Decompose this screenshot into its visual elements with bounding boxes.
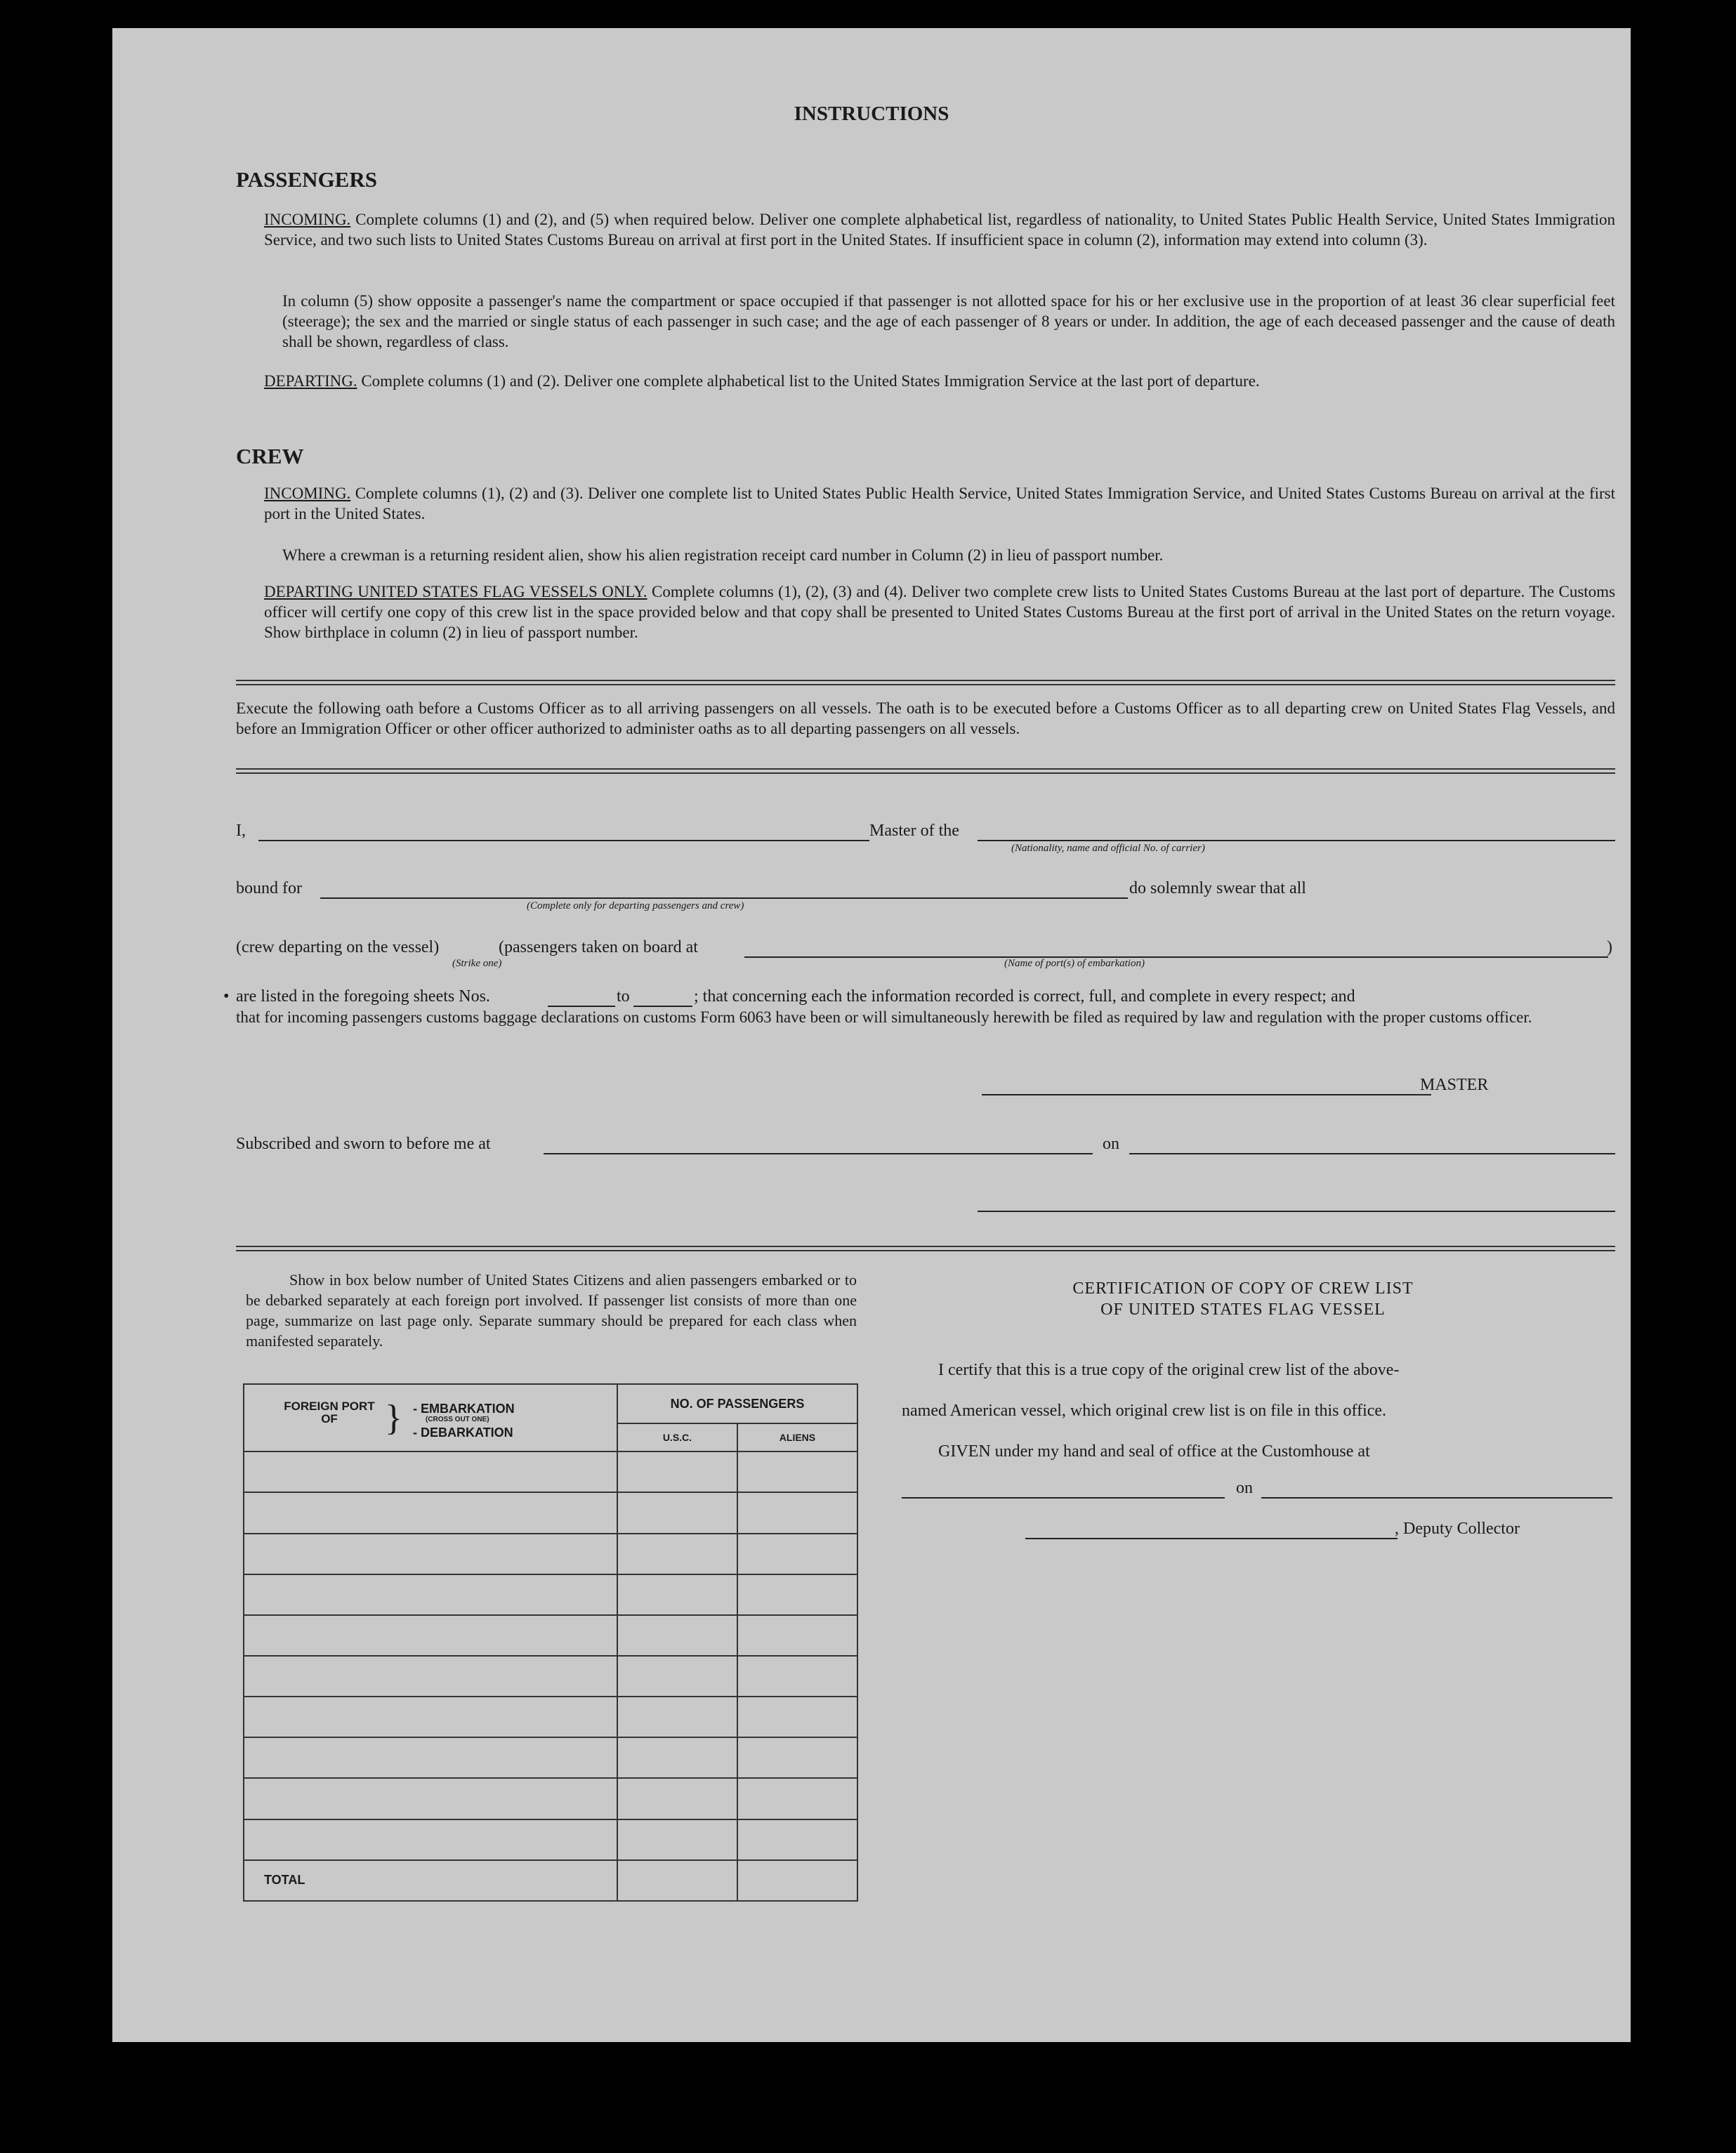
- usc-cell[interactable]: [617, 1656, 737, 1697]
- cert-date-field[interactable]: [1261, 1497, 1612, 1499]
- page-title: INSTRUCTIONS: [794, 103, 949, 125]
- master-signature-field[interactable]: [982, 1094, 1431, 1095]
- crew-departing-label: DEPARTING UNITED STATES FLAG VESSELS ONLY.: [264, 583, 647, 600]
- port-header-cell: [244, 1384, 617, 1451]
- debarkation-label: - DEBARKATION: [413, 1426, 513, 1440]
- carrier-caption: (Nationality, name and official No. of carrier): [1011, 843, 1205, 854]
- form-sheet: [112, 28, 1631, 2042]
- deputy-label: , Deputy Collector: [1395, 1520, 1520, 1538]
- listed-to: to: [617, 987, 630, 1006]
- crew-departing-option: (crew departing on the vessel): [236, 938, 440, 956]
- bound-for-label: bound for: [236, 879, 302, 897]
- passengers-column5-text: In column (5) show opposite a passenger's name the compartment or space occupied if that passenger is not allotted space for his or her exclusive use in the proportion of at least 36 clear superficial feet (steerage); the sex and the married or single status of each passenger in such case; and the age of each passenger of 8 years or under. In addition, the age of each deceased passenger and the cause of death shall be shown, regardless of class.: [282, 292, 1615, 350]
- aliens-cell[interactable]: [737, 1534, 857, 1574]
- certify-line-2: named American vessel, which original crew list is on file in this office.: [902, 1402, 1387, 1420]
- swear-label: do solemnly swear that all: [1129, 879, 1306, 897]
- aliens-cell[interactable]: [737, 1778, 857, 1819]
- aliens-total-cell[interactable]: [737, 1860, 857, 1901]
- foreign-port-label: FOREIGN PORT OF: [284, 1400, 375, 1426]
- crew-incoming: [264, 483, 1615, 524]
- usc-cell[interactable]: [617, 1778, 737, 1819]
- certify-line-1: I certify that this is a true copy of the original crew list of the above-: [938, 1361, 1400, 1379]
- port-cell[interactable]: [244, 1819, 617, 1860]
- listed-suffix: ; that concerning each the information recorded is correct, full, and complete in every respect; and: [694, 987, 1355, 1006]
- deputy-signature-field[interactable]: [1025, 1538, 1398, 1539]
- crew-heading: CREW: [236, 444, 304, 468]
- port-cell[interactable]: [244, 1451, 617, 1492]
- usc-cell[interactable]: [617, 1574, 737, 1615]
- master-of-label: Master of the: [869, 822, 959, 840]
- strike-one-caption: (Strike one): [452, 958, 502, 969]
- no-passengers-header: NO. OF PASSENGERS: [617, 1384, 857, 1423]
- port-cell[interactable]: [244, 1615, 617, 1656]
- port-cell[interactable]: [244, 1737, 617, 1778]
- cross-out-note: (CROSS OUT ONE): [426, 1416, 489, 1423]
- master-name-field[interactable]: [258, 840, 869, 841]
- crew-departing-text: Complete columns (1), (2), (3) and (4). Deliver two complete crew lists to United States Customs Bureau at the last port of departure. The Customs officer will certify one copy of this crew list in the space provided below and that copy shall be presented to United States Customs Bureau at the first port of arrival in the United States on the return voyage. Show birthplace in column (2) in lieu of passport number.: [264, 583, 1616, 641]
- summary-instructions: Show in box below number of United States Citizens and alien passengers embarked or to be debarked separately at each foreign port involved. If passenger list consists of more than one page, summarize on last page only. Separate summary should be prepared for each class when manifested separately.: [246, 1271, 857, 1350]
- ports-caption: (Name of port(s) of embarkation): [1004, 958, 1145, 969]
- crew-incoming-text: Complete columns (1), (2) and (3). Deliver one complete list to United States Public Health Service, United States Immigration Service, and United States Customs Bureau on arrival at the first port in the United States.: [264, 485, 1616, 522]
- usc-cell[interactable]: [617, 1492, 737, 1533]
- passenger-summary-table: [243, 1383, 858, 1902]
- oath-i-label: I,: [236, 822, 246, 840]
- close-paren: ): [1607, 938, 1612, 956]
- usc-cell[interactable]: [617, 1819, 737, 1860]
- listed-rest: that for incoming passengers customs baggage declarations on customs Form 6063 have been or will simultaneously herewith be filed as required by law and regulation with the proper customs officer.: [236, 1008, 1532, 1026]
- crew-incoming-label: INCOMING.: [264, 485, 351, 502]
- cert-on-label: on: [1236, 1479, 1253, 1497]
- officer-signature-field[interactable]: [978, 1211, 1615, 1212]
- passengers-incoming-label: INCOMING.: [264, 211, 351, 228]
- crew-departing: [264, 581, 1615, 643]
- usc-cell[interactable]: [617, 1534, 737, 1574]
- sworn-date-field[interactable]: [1129, 1153, 1615, 1154]
- brace-icon: }: [385, 1398, 402, 1438]
- aliens-cell[interactable]: [737, 1656, 857, 1697]
- aliens-cell[interactable]: [737, 1574, 857, 1615]
- oath-intro: Execute the following oath before a Customs Officer as to all arriving passengers on all vessels. The oath is to be executed before a Customs Officer as to all departing crew on United States Flag Vessels, and before an Immigration Officer or other officer authorized to administer oaths as to all departing passengers on all vessels.: [236, 699, 1615, 737]
- aliens-cell[interactable]: [737, 1819, 857, 1860]
- divider: [236, 680, 1615, 685]
- bullet-mark: •: [223, 987, 230, 1006]
- aliens-header: ALIENS: [737, 1423, 857, 1451]
- aliens-cell[interactable]: [737, 1737, 857, 1778]
- port-cell[interactable]: [244, 1574, 617, 1615]
- aliens-cell[interactable]: [737, 1615, 857, 1656]
- usc-header: U.S.C.: [617, 1423, 737, 1451]
- port-cell[interactable]: [244, 1492, 617, 1533]
- usc-cell[interactable]: [617, 1451, 737, 1492]
- bound-for-field[interactable]: [320, 897, 1128, 899]
- port-cell[interactable]: [244, 1534, 617, 1574]
- customhouse-field[interactable]: [902, 1497, 1225, 1499]
- passengers-departing: [264, 371, 1615, 391]
- port-cell[interactable]: [244, 1778, 617, 1819]
- passengers-departing-label: DEPARTING.: [264, 372, 357, 390]
- usc-total-cell[interactable]: [617, 1860, 737, 1901]
- aliens-cell[interactable]: [737, 1492, 857, 1533]
- total-label: TOTAL: [244, 1860, 617, 1901]
- usc-cell[interactable]: [617, 1615, 737, 1656]
- given-label: GIVEN under my hand and seal of office at the Customhouse at: [938, 1442, 1370, 1461]
- carrier-field[interactable]: [978, 840, 1615, 841]
- passengers-departing-text: Complete columns (1) and (2). Deliver one complete alphabetical list to the United States Immigration Service at the last port of departure.: [361, 372, 1260, 390]
- port-cell[interactable]: [244, 1656, 617, 1697]
- aliens-cell[interactable]: [737, 1697, 857, 1737]
- divider: [236, 1246, 1615, 1251]
- sworn-on-label: on: [1103, 1135, 1119, 1153]
- passengers-incoming-text: Complete columns (1) and (2), and (5) when required below. Deliver one complete alphabetical list, regardless of nationality, to United States Public Health Service, United States Immigration Service, and two such lists to United States Customs Bureau on arrival at first port in the United States. If insufficient space in column (2), information may extend into column (3).: [264, 211, 1616, 249]
- certification-title-1: CERTIFICATION OF COPY OF CREW LIST: [1072, 1279, 1414, 1298]
- certification-title-2: OF UNITED STATES FLAG VESSEL: [1100, 1301, 1386, 1319]
- sworn-place-field[interactable]: [544, 1153, 1093, 1154]
- passengers-heading: PASSENGERS: [236, 167, 377, 192]
- listed-prefix: are listed in the foregoing sheets Nos.: [236, 987, 490, 1006]
- embarkation-label: - EMBARKATION: [413, 1402, 515, 1416]
- embarkation-ports-field[interactable]: [744, 956, 1608, 958]
- usc-cell[interactable]: [617, 1737, 737, 1778]
- divider: [236, 768, 1615, 774]
- bound-caption: (Complete only for departing passengers and crew): [527, 900, 744, 911]
- subscribed-label: Subscribed and sworn to before me at: [236, 1135, 491, 1153]
- port-cell[interactable]: [244, 1697, 617, 1737]
- usc-cell[interactable]: [617, 1697, 737, 1737]
- crew-resident-text: Where a crewman is a returning resident alien, show his alien registration receipt card number in Column (2) in lieu of passport number.: [282, 546, 1164, 564]
- passengers-incoming: [264, 209, 1615, 250]
- passengers-taken-option: (passengers taken on board at: [499, 938, 698, 956]
- aliens-cell[interactable]: [737, 1451, 857, 1492]
- master-label: MASTER: [1420, 1076, 1489, 1094]
